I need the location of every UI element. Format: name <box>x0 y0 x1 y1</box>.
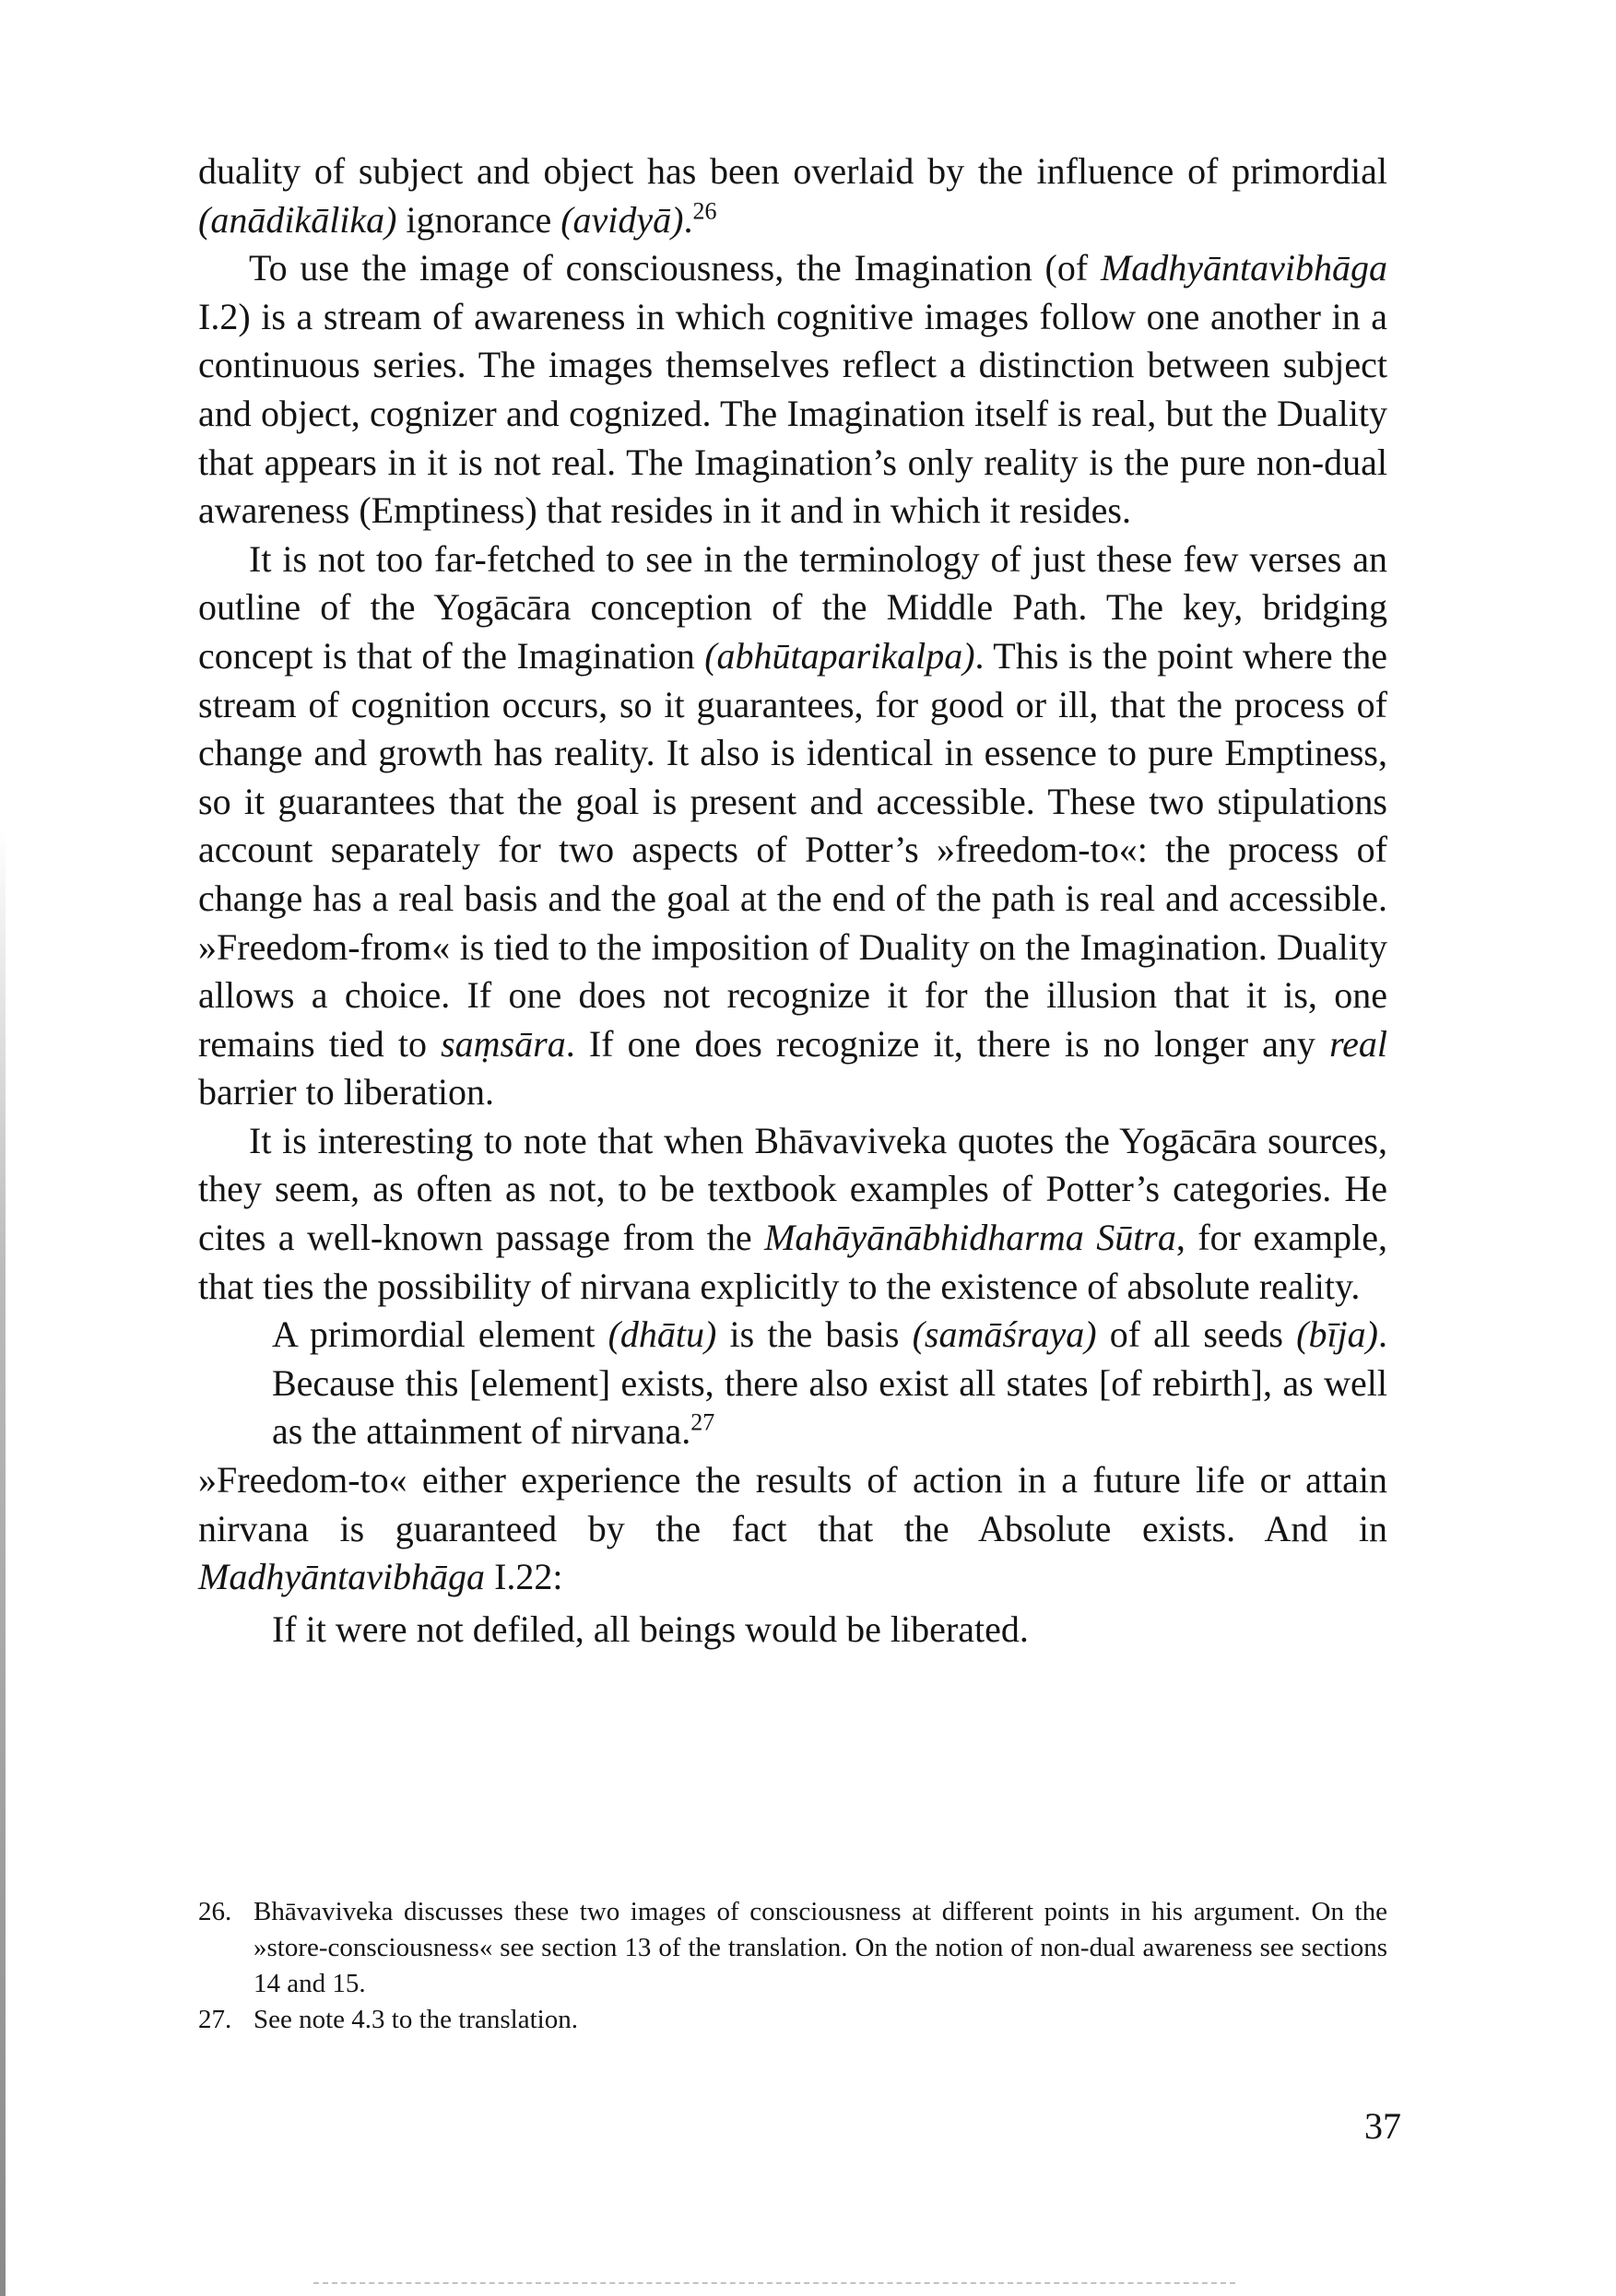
footnote-text: See note 4.3 to the translation. <box>254 2005 578 2034</box>
term-avidya: (avidyā) <box>560 198 684 241</box>
paragraph-5 <box>198 1456 1387 1602</box>
paragraph-1-text: ignorance <box>396 198 561 241</box>
paragraph-3 <box>198 536 1387 1117</box>
title-mahayanabhidharma-sutra: Mahāyānābhidharma Sūtra <box>764 1217 1176 1259</box>
footnote-number: 27. <box>198 2005 232 2034</box>
quote-1-text: is the basis <box>716 1313 913 1356</box>
footnote-number: 26. <box>198 1897 232 1926</box>
term-abhutaparikalpa: (abhūtaparikalpa) <box>704 634 975 677</box>
emphasis-real: real <box>1329 1022 1388 1065</box>
term-bija: (bīja) <box>1296 1313 1378 1356</box>
scan-bottom-artifact <box>313 2282 1235 2287</box>
quote-1-text: of all seeds <box>1096 1313 1297 1356</box>
paragraph-1-text: duality of subject and object has been overlaid by the influence of primordial <box>198 150 1387 192</box>
scan-edge-shadow <box>0 830 6 2296</box>
footnote-27 <box>198 2002 1387 2038</box>
main-text <box>198 147 1387 1654</box>
paragraph-3-text: . This is the point where the stream of cognition occurs, so it guarantees, for good or ill, that the process of change and growth has reality. It also is identical in essence to pure Emptiness, so it guarantees that the goal is present and accessible. These two stipulations account separately for two aspects of Potter’s »freedom-to«: the process of change has a real basis and the goal at the end of the path is real and accessible. »Freedom-from« is tied to the imposition of Duality on the Imagination. Duality allows a choice. If one does not recognize it for the illusion that it is, one remains tied to <box>198 634 1387 1065</box>
paragraph-1-text: . <box>683 198 693 241</box>
quote-2-text: If it were not defiled, all beings would be liberated. <box>272 1607 1029 1650</box>
title-madhyantavibhaga: Madhyāntavibhāga <box>198 1556 486 1598</box>
paragraph-3-text: It is not too far-fetched to see in the terminology of just these few verses an outline of the Yogācāra conception of the Middle Path. The key, bridging concept is that of the Imagination <box>198 537 1387 677</box>
quote-1-text: A primordial element <box>272 1313 608 1356</box>
block-quote-2 <box>198 1606 1387 1654</box>
paragraph-5-text: »Freedom-to« either experience the results of action in a future life or attain nirvana is guaranteed by the fact that the Absolute exists. And in <box>198 1459 1387 1549</box>
paragraph-1 <box>198 147 1387 244</box>
term-samsara: saṃsāra <box>441 1022 566 1065</box>
term-samasraya: (samāśraya) <box>912 1313 1097 1356</box>
quote-1-text: . Because this [element] exists, there also exist all states [of rebirth], as well as the attainment of nirvana. <box>272 1313 1387 1453</box>
footnote-text: Bhāvaviveka discusses these two images of consciousness at different points in his argument. On the »store-consciousness« see section 13 of the translation. On the notion of non-dual awareness see sections 14 and 15. <box>254 1897 1387 1998</box>
footnote-26 <box>198 1894 1387 2002</box>
term-anadikalika: (anādikālika) <box>198 198 397 241</box>
footnote-ref-27[interactable]: 27 <box>690 1409 715 1437</box>
title-madhyantavibhaga: Madhyāntavibhāga <box>1100 247 1387 289</box>
footnotes <box>198 1894 1387 2038</box>
paragraph-5-text: I.22: <box>485 1556 563 1598</box>
paragraph-3-text: barrier to liberation. <box>198 1071 494 1113</box>
paragraph-2 <box>198 244 1387 536</box>
paragraph-4-text: It is interesting to note that when Bhāvaviveka quotes the Yogācāra sources, they seem, as often as not, to be textbook examples of Potter’s categories. He cites a well-known passage from the <box>198 1119 1387 1259</box>
paragraph-2-text: To use the image of consciousness, the Imagination (of <box>249 247 1101 289</box>
paragraph-3-text: . If one does recognize it, there is no longer any <box>565 1022 1330 1065</box>
page-number: 37 <box>1364 2105 1401 2147</box>
paragraph-2-text: I.2) is a stream of awareness in which cognitive images follow one another in a continuous series. The images themselves reflect a distinction between subject and object, cognizer and cognized. The Imagination itself is real, but the Duality that appears in it is not real. The Imagination’s only reality is the pure non-dual awareness (Emptiness) that resides in it and in which it resides. <box>198 295 1387 532</box>
paragraph-4-text: , for example, that ties the possibility of nirvana explicitly to the existence of absolute reality. <box>198 1217 1387 1307</box>
paragraph-4 <box>198 1117 1387 1311</box>
block-quote-1 <box>198 1311 1387 1456</box>
term-dhatu: (dhātu) <box>607 1313 717 1356</box>
footnote-ref-26[interactable]: 26 <box>692 197 717 225</box>
